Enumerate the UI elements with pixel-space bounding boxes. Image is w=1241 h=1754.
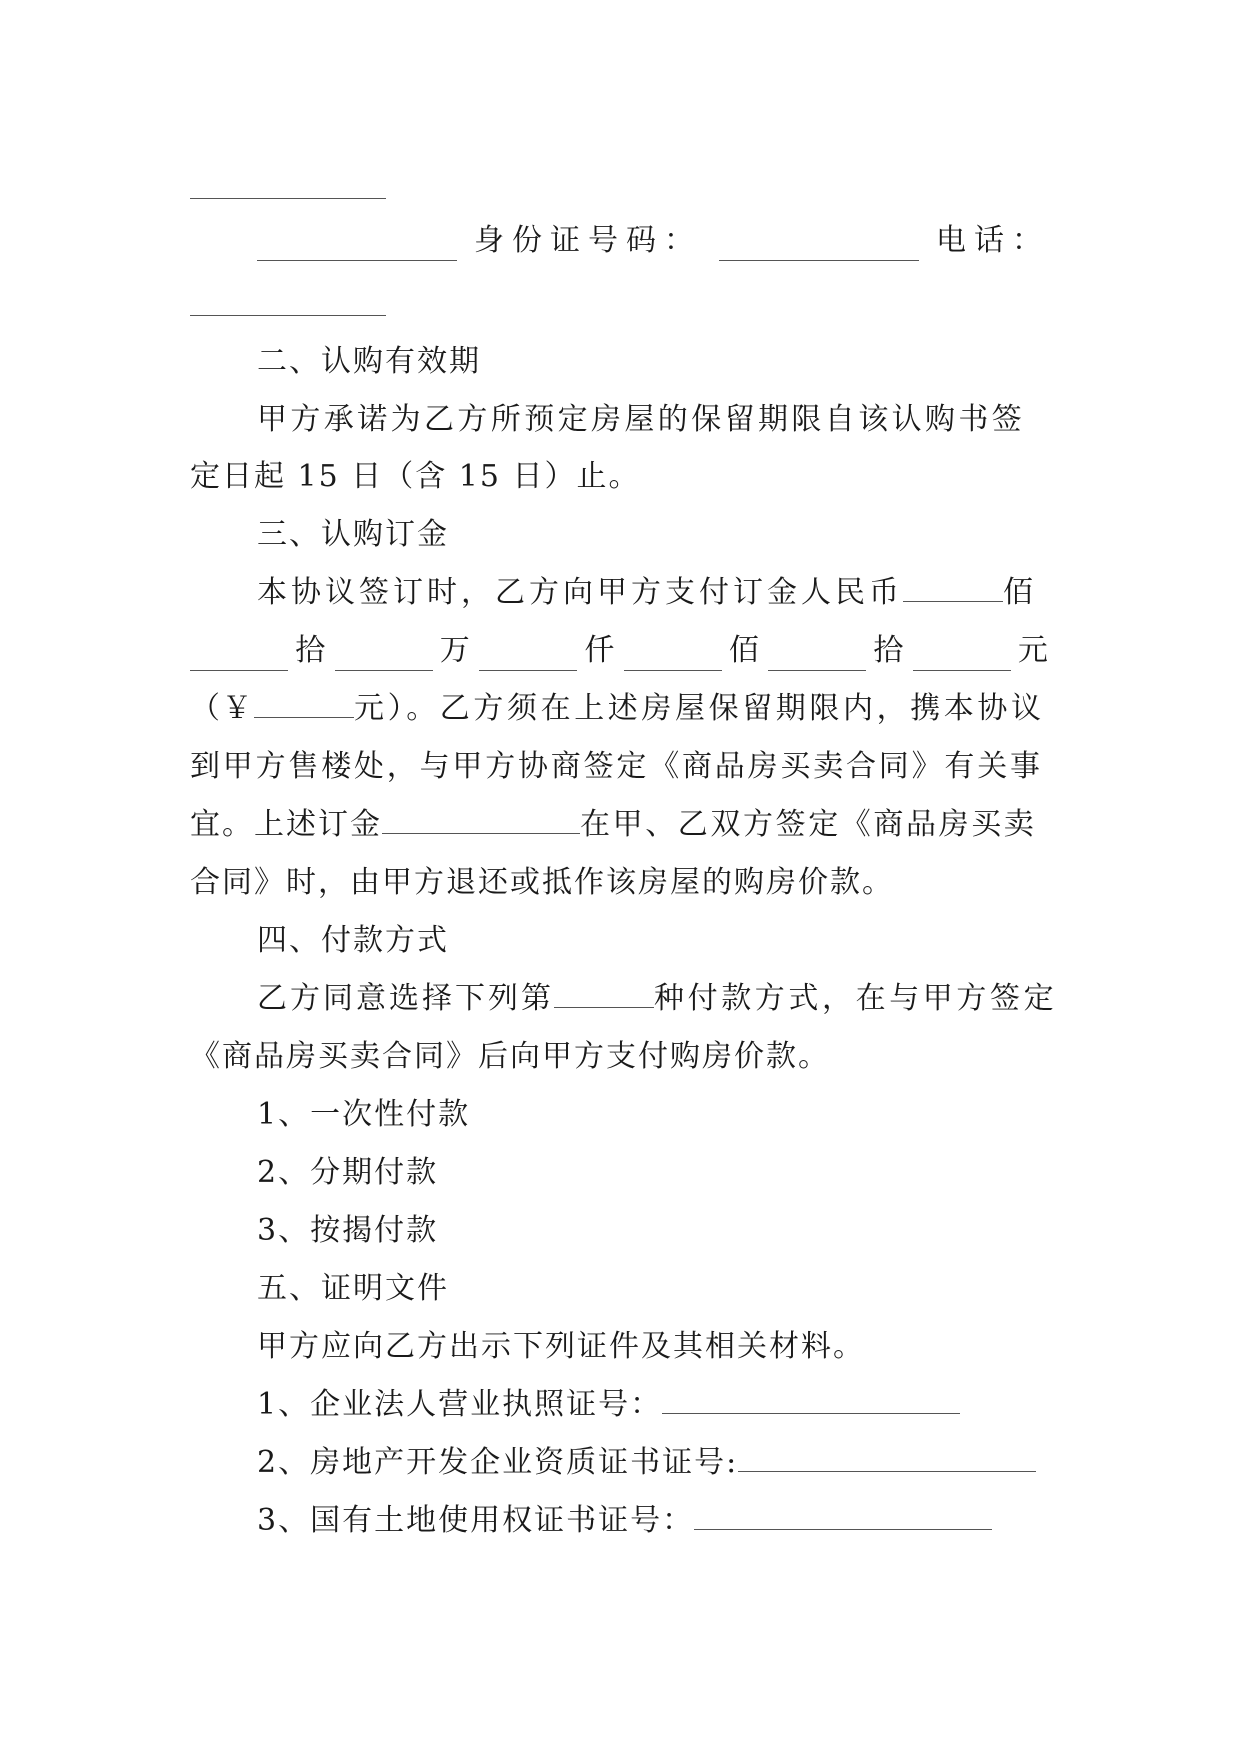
- phone-label: 电话：: [936, 223, 1050, 258]
- section-5-title: 五、证明文件: [257, 1271, 449, 1306]
- payment-line-2: 《商品房买卖合同》后向甲方支付购房价款。: [190, 1039, 830, 1074]
- deposit-line-2: [190, 631, 1050, 671]
- blank-shi-1[interactable]: [190, 642, 288, 671]
- section-3-title: 三、认购订金: [257, 517, 449, 552]
- deposit-line-1: [257, 573, 1050, 613]
- document-item-3: [257, 1501, 1050, 1541]
- payment-choice-blank[interactable]: [554, 979, 654, 1008]
- yen-close: 元）。乙方须在上述房屋保留期限内，携本协议: [354, 691, 1045, 726]
- deposit-line-4: 到甲方售楼处，与甲方协商签定《商品房买卖合同》有关事: [190, 749, 1043, 784]
- deposit-line-5a: 宜。上述订金: [190, 807, 382, 842]
- deposit-line-5: [190, 805, 1050, 845]
- deposit-text: 本协议签订时，乙方向甲方支付订金人民币: [257, 575, 903, 610]
- yen-open: （￥: [190, 691, 254, 726]
- payment-option-3: 3、按揭付款: [257, 1213, 439, 1248]
- blank-shi-2[interactable]: [768, 642, 866, 671]
- deposit-line-5b: 在甲、乙双方签定《商品房买卖: [580, 807, 1037, 842]
- payment-option-1: 1、一次性付款: [257, 1097, 471, 1132]
- unit-shi-2: 拾: [873, 633, 906, 668]
- blank-wan[interactable]: [335, 642, 433, 671]
- document-item-1: [257, 1385, 1050, 1425]
- yen-amount-blank[interactable]: [254, 689, 354, 718]
- land-certificate-blank[interactable]: [694, 1501, 992, 1530]
- unit-shi-1: 拾: [295, 633, 328, 668]
- unit-qian: 仟: [584, 633, 617, 668]
- unit-yuan: 元: [1017, 633, 1050, 668]
- license-number-blank[interactable]: [662, 1385, 960, 1414]
- document-item-1-label: 1、企业法人营业执照证号：: [257, 1387, 663, 1422]
- document-item-2: [257, 1443, 1050, 1483]
- name-blank[interactable]: [257, 232, 457, 261]
- document-item-2-label: 2、房地产开发企业资质证书证号:: [257, 1445, 739, 1480]
- payment-choice-line: [257, 979, 1058, 1019]
- section-2-text-1: 甲方承诺为乙方所预定房屋的保留期限自该认购书签: [257, 402, 1026, 437]
- payment-choice-a: 乙方同意选择下列第: [257, 981, 554, 1016]
- id-number-blank[interactable]: [719, 232, 919, 261]
- blank-line[interactable]: [190, 198, 386, 199]
- blank-qian[interactable]: [479, 642, 577, 671]
- section-5-intro: 甲方应向乙方出示下列证件及其相关材料。: [257, 1329, 865, 1364]
- unit-bai: 佰: [1003, 575, 1035, 610]
- qualification-number-blank[interactable]: [738, 1443, 1036, 1472]
- section-2-title: 二、认购有效期: [257, 344, 481, 379]
- id-number-label: 身份证号码：: [474, 223, 702, 258]
- phone-blank[interactable]: [190, 315, 386, 316]
- blank-bai[interactable]: [624, 642, 722, 671]
- id-phone-row: [257, 221, 1050, 261]
- document-item-3-label: 3、国有土地使用权证书证号：: [257, 1503, 695, 1538]
- section-2-text-2: 定日起 15 日（含 15 日）止。: [190, 459, 641, 494]
- deposit-bai-blank[interactable]: [903, 573, 1003, 602]
- deposit-line-3: [190, 689, 1050, 729]
- payment-choice-b: 种付款方式，在与甲方签定: [654, 981, 1058, 1016]
- unit-bai-2: 佰: [728, 633, 761, 668]
- deposit-line-6: 合同》时，由甲方退还或抵作该房屋的购房价款。: [190, 865, 894, 900]
- unit-wan: 万: [439, 633, 472, 668]
- section-4-title: 四、付款方式: [257, 923, 449, 958]
- deposit-usage-blank[interactable]: [382, 805, 580, 834]
- blank-yuan[interactable]: [913, 642, 1011, 671]
- payment-option-2: 2、分期付款: [257, 1155, 439, 1190]
